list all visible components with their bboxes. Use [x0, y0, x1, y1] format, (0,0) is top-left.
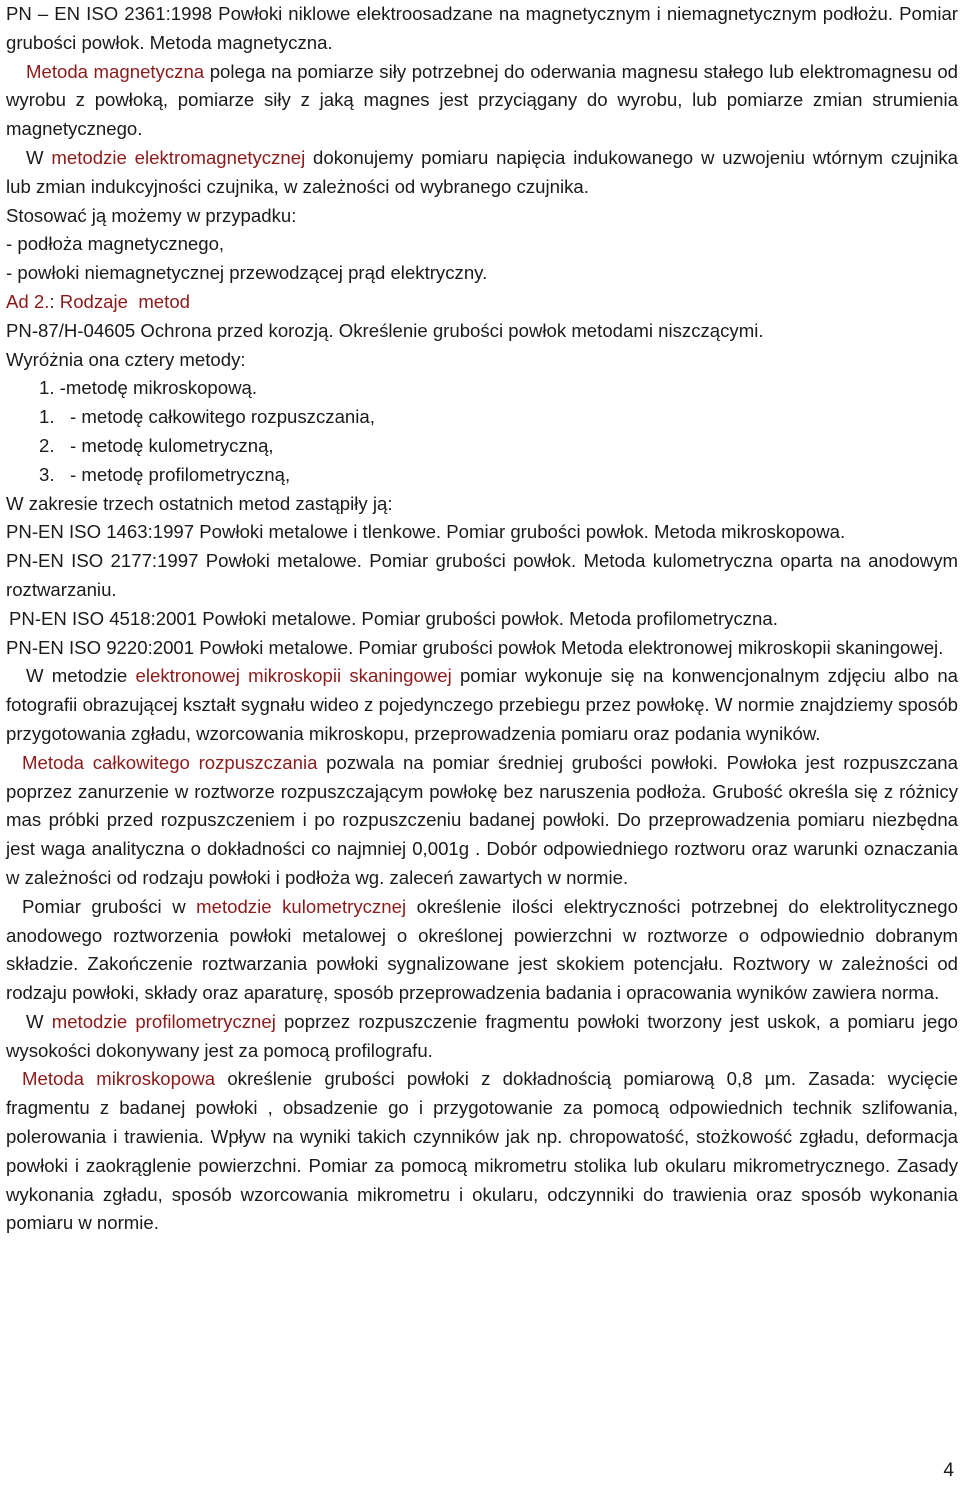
document-page [6, 0, 958, 1238]
paragraph-electromagnetic-method [6, 144, 958, 202]
paragraph-electromagnetic-text: dokonujemy pomiaru napięcia indukowanego w uzwojeniu wtórnym czujnika lub zmian indukcyjności czujnika, w zależności od wybranego czujnika. [6, 146, 959, 197]
standard-1463: PN-EN ISO 1463:1997 Powłoki metalowe i tlenkowe. Pomiar grubości powłok. Metoda mikroskopowa. [6, 521, 846, 543]
section-heading-ad2 [6, 288, 958, 317]
term-microscopic-method: Metoda mikroskopowa [22, 1068, 216, 1090]
term-dissolution-method: Metoda całkowitego rozpuszczania [22, 751, 318, 773]
section-separator: : [49, 290, 60, 312]
standard-2177: PN-EN ISO 2177:1997 Powłoki metalowe. Pomiar grubości powłok. Metoda kulometryczna oparta na anodowym roztwarzaniu. [6, 550, 958, 600]
section-number: Ad 2. [6, 290, 50, 312]
term-profilometric-method: metodzie profilometrycznej [51, 1010, 276, 1032]
paragraph-profilometric-prefix: W [26, 1010, 52, 1032]
usage-intro: Stosować ją możemy w przypadku: [6, 204, 297, 226]
list-item: 2. - metodę kulometryczną, [39, 434, 274, 456]
methods-intro: Wyróżnia ona cztery metody: [6, 348, 246, 370]
paragraph-microscopic-text: określenie grubości powłoki z dokładnością pomiarową 0,8 µm. Zasada: wycięcie fragmentu z badanej powłoki , obsadzenie go i przygotowanie za pomocą odpowiednich technik szlifowania, polerowania i trawienia. Wpływ na wyniki takich czynników jak np. chropowatość, stożkowość zgładu, deformacja powłoki i zaokrąglenie powierzchni. Pomiar za pomocą mikrometru stolika lub okularu mikrometrycznego. Zasady wykonania zgładu, sposób wzorcowania mikrometru i okularu, odczynniki do trawienia oraz sposób wykonania pomiaru w normie. [6, 1068, 958, 1234]
term-coulometric-method: metodzie kulometrycznej [196, 895, 407, 917]
standard-9220: PN-EN ISO 9220:2001 Powłoki metalowe. Pomiar grubości powłok Metoda elektronowej mikroskopii skaningowej. [6, 636, 944, 658]
term-electromagnetic-method: metodzie elektromagnetycznej [51, 146, 306, 168]
paragraph-microscopic-method [6, 1065, 958, 1238]
paragraph-sem-text: pomiar wykonuje się na konwencjonalnym zdjęciu albo na fotografii obrazującej kształt sygnału wideo z pojedynczego przebiegu przez powłokę. W normie znajdziemy sposób przygotowania zgładu, wzorcowania mikroskopu, przeprowadzenia pomiaru oraz podania wyników. [6, 665, 958, 744]
paragraph-sem-method [6, 662, 958, 748]
paragraph-electromagnetic-prefix: W [26, 146, 52, 168]
section-title: Rodzaje metod [59, 290, 190, 312]
usage-item-coating: - powłoki niemagnetycznej przewodzącej prąd elektryczny. [6, 262, 488, 284]
paragraph-magnetic-method [6, 58, 958, 144]
standard-04605: PN-87/H-04605 Ochrona przed korozją. Określenie grubości powłok metodami niszczącymi. [6, 319, 764, 341]
list-item: 1. -metodę mikroskopową. [39, 377, 258, 399]
replacement-intro: W zakresie trzech ostatnich metod zastąpiły ją: [6, 492, 393, 514]
paragraph-coulometric-method [6, 893, 958, 1008]
paragraph-dissolution-method [6, 749, 958, 893]
usage-item-substrate: - podłoża magnetycznego, [6, 233, 225, 255]
page-number: 4 [943, 1460, 954, 1481]
list-item: 3. - metodę profilometryczną, [39, 463, 291, 485]
paragraph-dissolution-text: pozwala na pomiar średniej grubości powłoki. Powłoka jest rozpuszczana poprzez zanurzenie w roztworze rozpuszczającym powłokę bez naruszenia podłoża. Grubość określa się z różnicy mas próbki przed rozpuszczeniem i po rozpuszczeniu badanej powłoki. Do przeprowadzenia pomiaru niezbędna jest waga analityczna o dokładności co najmniej 0,001g . Dobór odpowiedniego roztworu oraz warunki oznaczania w zależności od rodzaju powłoki i podłoża wg. zaleceń zawartych w normie. [6, 751, 958, 888]
paragraph-profilometric-method [6, 1008, 958, 1066]
paragraph-profilometric-text: poprzez rozpuszczenie fragmentu powłoki tworzony jest uskok, a pomiaru jego wysokości dokonywany jest za pomocą profilografu. [6, 1010, 958, 1061]
methods-list [6, 374, 958, 489]
term-sem-method: elektronowej mikroskopii skaningowej [135, 665, 452, 687]
paragraph-magnetic-text: polega na pomiarze siły potrzebnej do oderwania magnesu stałego lub elektromagnesu od wyrobu z powłoką, pomiarze siły z jaką magnes jest przyciągany do wyrobu, lub pomiarze zmian strumienia magnetycznego. [6, 60, 959, 140]
paragraph-sem-prefix: W metodzie [26, 665, 136, 687]
term-magnetic-method: Metoda magnetyczna [26, 60, 205, 82]
standard-heading-2361: PN – EN ISO 2361:1998 Powłoki niklowe elektroosadzane na magnetycznym i niemagnetycznym podłożu. Pomiar grubości powłok. Metoda magnetyczna. [6, 3, 958, 53]
paragraph-coulometric-prefix: Pomiar grubości w [22, 895, 197, 917]
paragraph-coulometric-text: określenie ilości elektryczności potrzebnej do elektrolitycznego anodowego roztworzenia powłoki metalowej o określonej powierzchni w roztworze o odpowiednio dobranym składzie. Zakończenie roztwarzania powłoki sygnalizowane jest skokiem potencjału. Roztwory w zależności od rodzaju powłoki, składy oraz aparaturę, sposób przeprowadzenia badania i opracowania wyników zawiera norma. [6, 895, 958, 1004]
list-item: 1. - metodę całkowitego rozpuszczania, [39, 406, 375, 428]
standard-4518: PN-EN ISO 4518:2001 Powłoki metalowe. Pomiar grubości powłok. Metoda profilometryczna. [9, 607, 778, 629]
